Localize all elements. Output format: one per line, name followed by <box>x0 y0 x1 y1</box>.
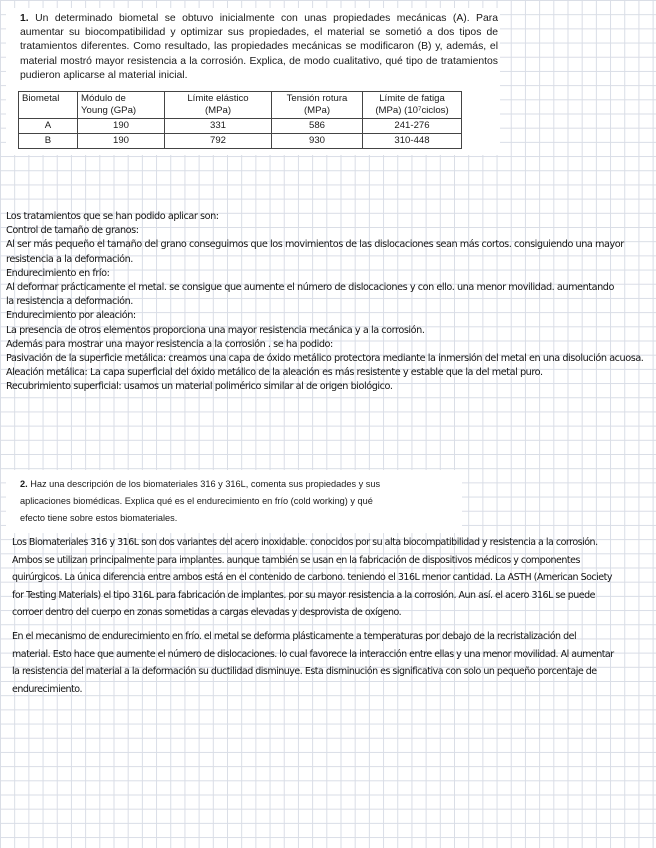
answer-line: la resistencia del material a la deformación su ductilidad disminuye. Esta disminución es significativa con solo un pequeño porcentaje de <box>12 666 597 678</box>
answer-line: Ambos se utilizan principalmente para implantes. aunque también se usan en la fabricación de dispositivos médicos y componentes <box>12 554 580 566</box>
question-1-statement: Un determinado biometal se obtuvo inicialmente con unas propiedades mecánicas (A). Para aumentar su biocompatibilidad y optimizar sus propiedades, el material se sometió a dos tipos de tratamientos diferentes. Como resultado, las propiedades mecánicas se modificaron (B) y, además, el material mostró mayor resistencia a la corrosión. Explica, de modo cualitativo, qué tipo de tratamientos pudieron aplicarse al material inicial. <box>20 13 498 81</box>
answer-1 <box>6 210 643 395</box>
question-1-number: 1. <box>20 13 29 24</box>
table-cell: 586 <box>272 119 363 134</box>
table-cell: B <box>19 134 78 149</box>
question-1 <box>6 8 500 155</box>
answer-line: corroer dentro del cuerpo en zonas sometidas a cargas elevadas y desprovista de oxígeno. <box>12 607 402 619</box>
table-cell: 190 <box>78 119 165 134</box>
table-cell: 930 <box>272 134 363 149</box>
answer-line: Control de tamaño de granos: <box>6 225 139 237</box>
question-2-line: efecto tiene sobre estos biomateriales. <box>20 513 178 523</box>
answer-line: la resistencia a deformación. <box>6 296 133 308</box>
table-row <box>19 134 462 149</box>
question-2-line: aplicaciones biomédicas. Explica qué es el endurecimiento en frío (cold working) y qué <box>20 496 373 506</box>
table-header-cell: Módulo de Young (GPa) <box>78 92 165 119</box>
table-header-cell: Tensión rotura (MPa) <box>272 92 363 119</box>
question-2-line: Haz una descripción de los biomateriales 316 y 316L, comenta sus propiedades y sus <box>30 479 381 489</box>
table-header-cell: Biometal <box>19 92 78 119</box>
table-cell: A <box>19 119 78 134</box>
answer-line: Endurecimiento por aleación: <box>6 310 136 322</box>
answer-line: resistencia a la deformación. <box>6 253 133 265</box>
table-cell: 190 <box>78 134 165 149</box>
table-cell: 792 <box>165 134 272 149</box>
answer-line: Pasivación de la superficie metálica: creamos una capa de óxido metálico protectora mediante la inmersión del metal en una disolución acuosa. <box>6 353 644 365</box>
answer-line: Los Biomateriales 316 y 316L son dos variantes del acero inoxidable. conocidos por su alta biocompatibilidad y resistencia a la corrosión. <box>12 537 598 548</box>
answer-line: for Testing Materials) el tipo 316L para fabricación de implantes. por su mayor resistencia a la corrosión. Aun así. el acero 316L se puede <box>12 589 596 601</box>
properties-table <box>18 91 462 149</box>
answer-2-paragraph-1 <box>12 534 652 622</box>
answer-line: endurecimiento. <box>12 683 82 695</box>
answer-line: Los tratamientos que se han podido aplicar son: <box>6 211 219 222</box>
answer-line: Al ser más pequeño el tamaño del grano conseguimos que los movimientos de las dislocaciones sean más cortos. consiguiendo una mayor <box>6 239 624 251</box>
answer-line: Recubrimiento superficial: usamos un material polimérico similar al de origen biológico. <box>6 381 393 393</box>
answer-line: En el mecanismo de endurecimiento en frío. el metal se deforma plásticamente a temperaturas por debajo de la recristalización del <box>12 631 577 642</box>
table-header-cell: Límite elástico (MPa) <box>165 92 272 119</box>
answer-2-paragraph-2 <box>12 628 652 698</box>
answer-line: Al deformar prácticamente el metal. se consigue que aumente el número de dislocaciones y con ello. una menor movilidad. aumentando <box>6 282 614 294</box>
table-cell: 310-448 <box>363 134 462 149</box>
table-header-cell: Límite de fatiga (MPa) (10⁷ciclos) <box>363 92 462 119</box>
table-cell: 241-276 <box>363 119 462 134</box>
answer-line: Endurecimiento en frío: <box>6 267 110 279</box>
table-cell: 331 <box>165 119 272 134</box>
table-header-row <box>19 92 462 119</box>
answer-line: quirúrgicos. La única diferencia entre ambos está en el contenido de carbono. teniendo el 316L menor cantidad. La ASTH (American Society <box>12 572 612 584</box>
question-2 <box>6 470 462 533</box>
answer-line: Además para mostrar una mayor resistencia a la corrosión . se ha podido: <box>6 338 333 350</box>
answer-line: material. Esto hace que aumente el número de dislocaciones. lo cual favorece la interacción entre ellas y una menor movilidad. Al aumentar <box>12 648 614 660</box>
answer-line: La presencia de otros elementos proporciona una mayor resistencia mecánica y a la corrosión. <box>6 324 425 336</box>
question-2-number: 2. <box>20 479 28 489</box>
table-row <box>19 119 462 134</box>
answer-line: Aleación metálica: La capa superficial del óxido metálico de la aleación es más resistente y estable que la del metal puro. <box>6 367 543 379</box>
